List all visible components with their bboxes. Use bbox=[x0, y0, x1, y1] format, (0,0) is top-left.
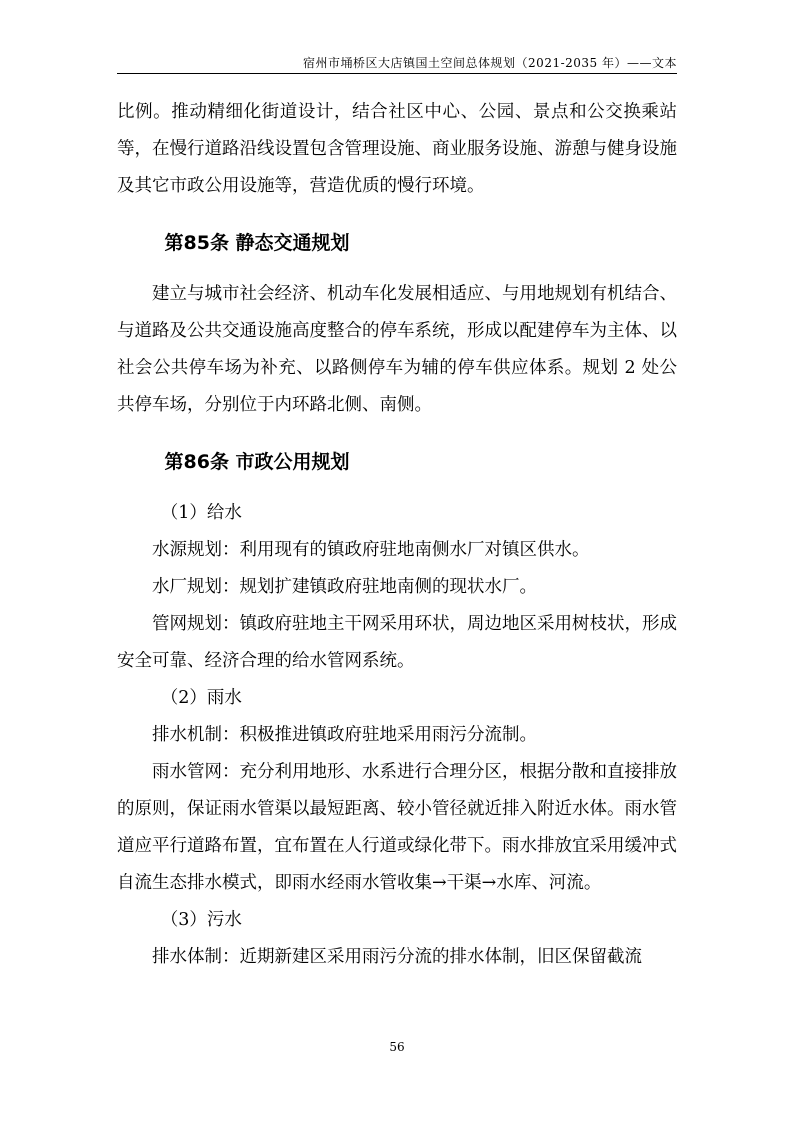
section-86-heading: 第86条 市政公用规划 bbox=[164, 451, 350, 473]
water-plant-paragraph: 水厂规划：规划扩建镇政府驻地南侧的现状水厂。 bbox=[152, 577, 537, 597]
document-body bbox=[117, 94, 677, 976]
drainage-mechanism-paragraph: 排水机制：积极推进镇政府驻地采用雨污分流制。 bbox=[152, 725, 537, 745]
water-source-paragraph: 水源规划：利用现有的镇政府驻地南侧水厂对镇区供水。 bbox=[152, 540, 590, 560]
header-divider bbox=[117, 73, 677, 74]
section-85-heading: 第85条 静态交通规划 bbox=[164, 232, 350, 254]
water-supply-subtitle: （1）给水 bbox=[160, 503, 242, 523]
section-85-paragraph: 建立与城市社会经济、机动车化发展相适应、与用地规划有机结合、与道路及公共交通设施高度整合的停车系统，形成以配建停车为主体、以社会公共停车场为补充、以路侧停车为辅的停车供应体系。规划 2 处公共停车场，分别位于内环路北侧、南侧。 bbox=[117, 284, 677, 415]
page-number: 56 bbox=[389, 1040, 405, 1054]
rainwater-subtitle: （2）雨水 bbox=[160, 688, 242, 708]
running-header: 宿州市埇桥区大店镇国土空间总体规划（2021-2035 年）——文本 bbox=[303, 56, 677, 70]
intro-paragraph: 比例。推动精细化街道设计，结合社区中心、公园、景点和公交换乘站等，在慢行道路沿线设置包含管理设施、商业服务设施、游憩与健身设施及其它市政公用设施等，营造优质的慢行环境。 bbox=[117, 102, 677, 196]
rainwater-pipe-paragraph: 雨水管网：充分利用地形、水系进行合理分区，根据分散和直接排放的原则，保证雨水管渠以最短距离、较小管径就近排入附近水体。雨水管道应平行道路布置，宜布置在人行道或绿化带下。雨水排放宜采用缓冲式自流生态排水模式，即雨水经雨水管收集→干渠→水库、河流。 bbox=[117, 762, 677, 893]
sewage-subtitle: （3）污水 bbox=[160, 910, 242, 930]
drainage-system-paragraph: 排水体制：近期新建区采用雨污分流的排水体制，旧区保留截流 bbox=[152, 947, 642, 967]
pipe-network-paragraph: 管网规划：镇政府驻地主干网采用环状，周边地区采用树枝状，形成安全可靠、经济合理的给水管网系统。 bbox=[117, 614, 677, 671]
